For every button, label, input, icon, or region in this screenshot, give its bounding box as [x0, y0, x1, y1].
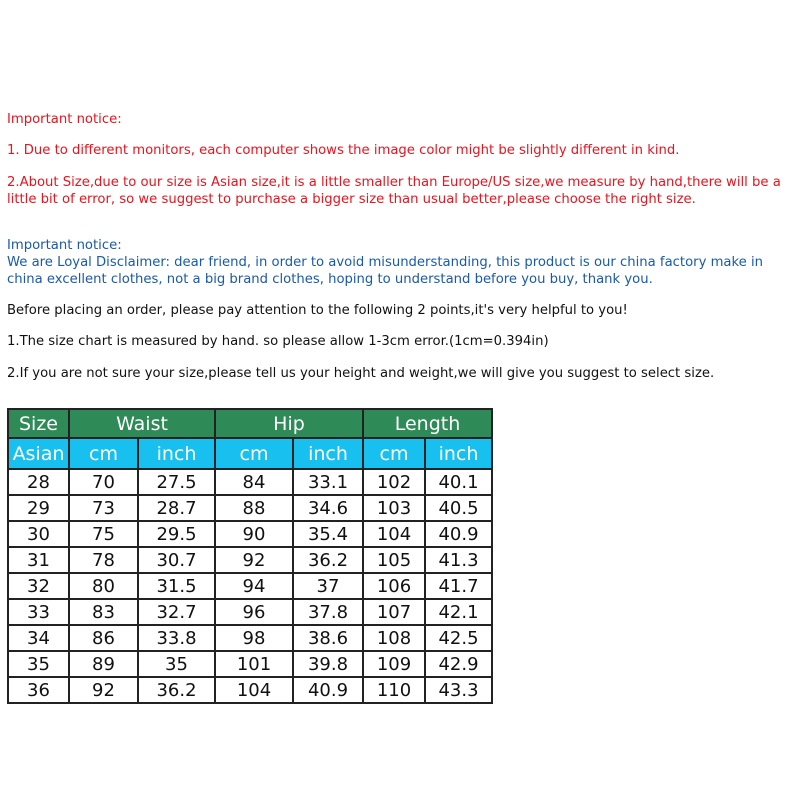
- cell-waist-inch: 35: [138, 651, 215, 677]
- cell-waist-cm: 80: [69, 573, 138, 599]
- cell-size: 31: [8, 547, 69, 573]
- notice-black-point-2: 2.If you are not sure your size,please tell us your height and weight,we will give you suggest to select size.: [7, 366, 715, 381]
- cell-hip-cm: 98: [215, 625, 293, 651]
- table-row: [8, 495, 492, 521]
- cell-waist-cm: 75: [69, 521, 138, 547]
- cell-length-cm: 104: [363, 521, 425, 547]
- cell-hip-inch: 39.8: [293, 651, 363, 677]
- cell-length-inch: 41.3: [425, 547, 492, 573]
- cell-length-cm: 103: [363, 495, 425, 521]
- cell-length-inch: 42.5: [425, 625, 492, 651]
- header-size: Size: [8, 409, 69, 438]
- cell-length-cm: 108: [363, 625, 425, 651]
- cell-waist-inch: 33.8: [138, 625, 215, 651]
- size-table-body: [8, 469, 492, 703]
- cell-hip-cm: 104: [215, 677, 293, 703]
- notice-red-point-2: 2.About Size,due to our size is Asian size,it is a little smaller than Europe/US size,we measure by hand,there will be a little bit of error, so we suggest to purchase a bigger size than usual better,please choose the right size.: [7, 175, 781, 207]
- cell-length-cm: 109: [363, 651, 425, 677]
- cell-waist-cm: 92: [69, 677, 138, 703]
- cell-waist-inch: 31.5: [138, 573, 215, 599]
- cell-length-inch: 41.7: [425, 573, 492, 599]
- cell-hip-inch: 37.8: [293, 599, 363, 625]
- cell-hip-cm: 94: [215, 573, 293, 599]
- table-row: [8, 547, 492, 573]
- notice-red-heading: Important notice:: [7, 112, 122, 127]
- table-row: [8, 651, 492, 677]
- cell-length-cm: 106: [363, 573, 425, 599]
- cell-hip-inch: 34.6: [293, 495, 363, 521]
- cell-size: 28: [8, 469, 69, 495]
- cell-length-inch: 40.5: [425, 495, 492, 521]
- cell-size: 30: [8, 521, 69, 547]
- header-length: Length: [363, 409, 492, 438]
- cell-size: 34: [8, 625, 69, 651]
- unit-hip-inch: inch: [293, 438, 363, 469]
- size-chart-table: [7, 408, 493, 704]
- cell-hip-inch: 35.4: [293, 521, 363, 547]
- cell-waist-inch: 29.5: [138, 521, 215, 547]
- cell-hip-inch: 37: [293, 573, 363, 599]
- table-row: [8, 677, 492, 703]
- notice-blue-heading: Important notice:: [7, 238, 122, 253]
- cell-waist-inch: 28.7: [138, 495, 215, 521]
- notice-blue-disclaimer: We are Loyal Disclaimer: dear friend, in order to avoid misunderstanding, this product is our china factory make in china excellent clothes, not a big brand clothes, hoping to understand before you buy, thank you.: [7, 255, 763, 287]
- cell-length-inch: 43.3: [425, 677, 492, 703]
- notice-black-intro: Before placing an order, please pay attention to the following 2 points,it's very helpful to you!: [7, 303, 628, 318]
- cell-waist-cm: 78: [69, 547, 138, 573]
- header-waist: Waist: [69, 409, 215, 438]
- unit-hip-cm: cm: [215, 438, 293, 469]
- cell-hip-inch: 40.9: [293, 677, 363, 703]
- notice-red-point-1: 1. Due to different monitors, each computer shows the image color might be slightly different in kind.: [7, 143, 680, 158]
- cell-size: 29: [8, 495, 69, 521]
- cell-length-inch: 42.1: [425, 599, 492, 625]
- group-header-row: [8, 409, 492, 438]
- cell-waist-inch: 27.5: [138, 469, 215, 495]
- cell-hip-cm: 88: [215, 495, 293, 521]
- cell-waist-inch: 36.2: [138, 677, 215, 703]
- cell-length-cm: 110: [363, 677, 425, 703]
- unit-waist-cm: cm: [69, 438, 138, 469]
- table-row: [8, 521, 492, 547]
- cell-length-inch: 40.1: [425, 469, 492, 495]
- table-row: [8, 625, 492, 651]
- cell-hip-cm: 96: [215, 599, 293, 625]
- table-row: [8, 573, 492, 599]
- cell-hip-cm: 90: [215, 521, 293, 547]
- cell-length-inch: 40.9: [425, 521, 492, 547]
- cell-waist-inch: 30.7: [138, 547, 215, 573]
- cell-length-cm: 102: [363, 469, 425, 495]
- cell-hip-inch: 38.6: [293, 625, 363, 651]
- cell-size: 33: [8, 599, 69, 625]
- unit-header-row: [8, 438, 492, 469]
- unit-waist-inch: inch: [138, 438, 215, 469]
- notice-black-point-1: 1.The size chart is measured by hand. so please allow 1-3cm error.(1cm=0.394in): [7, 334, 549, 349]
- cell-length-cm: 105: [363, 547, 425, 573]
- cell-hip-inch: 36.2: [293, 547, 363, 573]
- cell-hip-cm: 92: [215, 547, 293, 573]
- unit-length-cm: cm: [363, 438, 425, 469]
- cell-size: 35: [8, 651, 69, 677]
- unit-length-inch: inch: [425, 438, 492, 469]
- cell-length-inch: 42.9: [425, 651, 492, 677]
- header-hip: Hip: [215, 409, 363, 438]
- table-row: [8, 599, 492, 625]
- cell-waist-cm: 83: [69, 599, 138, 625]
- cell-size: 32: [8, 573, 69, 599]
- cell-hip-inch: 33.1: [293, 469, 363, 495]
- unit-asian: Asian: [8, 438, 69, 469]
- table-row: [8, 469, 492, 495]
- cell-waist-cm: 73: [69, 495, 138, 521]
- cell-hip-cm: 84: [215, 469, 293, 495]
- cell-waist-cm: 89: [69, 651, 138, 677]
- cell-waist-inch: 32.7: [138, 599, 215, 625]
- cell-length-cm: 107: [363, 599, 425, 625]
- cell-waist-cm: 86: [69, 625, 138, 651]
- cell-waist-cm: 70: [69, 469, 138, 495]
- cell-size: 36: [8, 677, 69, 703]
- cell-hip-cm: 101: [215, 651, 293, 677]
